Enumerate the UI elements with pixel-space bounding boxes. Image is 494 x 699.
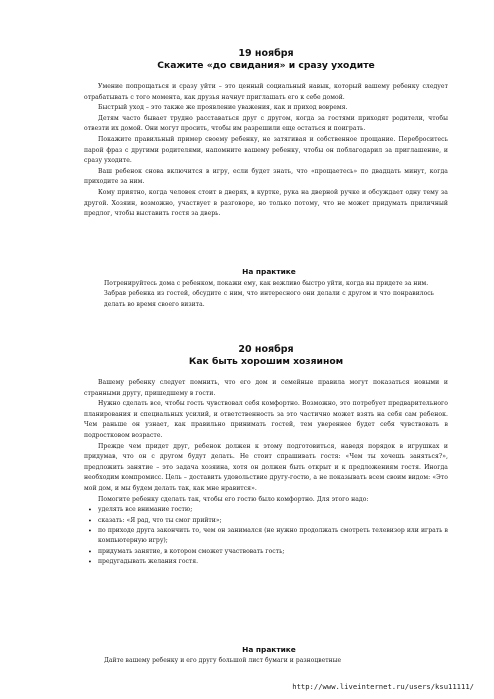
section2-title: Как быть хорошим хозяином (188, 356, 344, 367)
list-item: • уделять все внимание гостю; (88, 506, 193, 515)
footer-url: http://www.liveinternet.ru/users/ksu11111/ (292, 682, 474, 691)
practice-line: Забрав ребенка из гостей, обсудите с ним, что интересного они делали с другом и что понравилось делать во время своего визита. (104, 290, 434, 308)
section2-body (84, 378, 448, 568)
paragraph: Быстрый уход – это также же проявление уважения, как и приход вовремя. (98, 104, 348, 112)
section1-practice (104, 266, 434, 310)
section1-title: Скажите «до свидания» и сразу уходите (157, 60, 375, 71)
bullet-icon: • (88, 547, 92, 556)
section1-body (84, 82, 448, 220)
section1-date: 19 ноября (238, 48, 294, 59)
bullet-list (84, 505, 448, 567)
paragraph: Ваш ребенок снова включится в игру, если будет знать, что «прощаетесь» по двадцать минут, когда приходите за ним. (84, 167, 448, 186)
list-item: • предугадывать желания гостя. (88, 558, 199, 567)
paragraph: Кому приятно, когда человек стоит в дверях, в куртке, рука на дверной ручке и обсуждает одну тему за другой. Хозяин, возможно, участвует в разговоре, но только потому, что не может придумать приличный предлог, чтобы выставить гостя за дверь. (84, 188, 448, 218)
paragraph: Прежде чем придет друг, ребенок должен к этому подготовиться, наведя порядок в игрушках и придумав, что он с другом будут делать. Не стоит спрашивать гостя: «Чем ты хочешь заняться?», предложить занятие – это задача хозяина, хотя он должен быть открыт и к предложениям гостя. Иногда необходим компромисс. Цель – доставить удовольствие другу-гостю, а не показывать всем своим видом: «Это мой дом, и мы будем делать так, как мне нравится». (84, 442, 448, 492)
practice-line: Потренируйтесь дома с ребенком, покажи ему, как вежливо быстро уйти, когда вы придете за ним. (104, 280, 429, 287)
paragraph: Покажите правильный пример своему ребенку, не затягивая и собственное прощание. Переброситесь парой фраз с другими родителями, напомните вашему ребенку, чтобы он поблагодарил за приглашение, и сразу уходите. (84, 135, 448, 165)
section2-practice (104, 644, 434, 666)
paragraph: Помогите ребенку сделать так, чтобы его гостю было комфортно. Для этого надо: (98, 495, 369, 503)
bullet-icon: • (88, 516, 92, 525)
list-item: • сказать: «Я рад, что ты смог прийти»; (88, 516, 222, 525)
paragraph: Детям часто бывает трудно расставаться друг с другом, когда за гостями приходят родители, чтобы отвезти их домой. Они могут просить, чтобы им разрешили еще остаться и поиграть. (84, 114, 448, 133)
list-item: • по приходе друга закончить то, чем он занимался (не нужно продолжать смотреть телевизор или играть в компьютерную игру); (88, 526, 448, 545)
section2-date: 20 ноября (238, 344, 294, 355)
section2-header (84, 344, 448, 368)
list-item: • придумать занятие, в котором сможет участвовать гость; (88, 547, 285, 556)
practice-line: Дайте вашему ребенку и его другу большой лист бумаги и разноцветные (104, 657, 342, 664)
practice-heading: На практике (242, 645, 296, 654)
section1-header (84, 48, 448, 72)
paragraph: Умение попрощаться и сразу уйти – это ценный социальный навык, который вашему ребенку следует отрабатывать с того момента, как друзья начнут приглашать его к себе домой. (84, 83, 448, 101)
bullet-icon: • (88, 506, 92, 515)
practice-heading: На практике (242, 267, 296, 276)
paragraph: Вашему ребенку следует помнить, что его дом и семейные правила могут показаться новыми и странными другу, пришедшему в гости. (84, 379, 448, 397)
paragraph: Нужно сделать все, чтобы гость чувствовал себя комфортно. Возможно, это потребует предварительного планирования и специальных усилий, и ответственность за это частично может взять на себя сам ребенок. Чем раньше он узнает, как правильно принимать гостей, тем увереннее будет себя чувствовать в подростковом возрасте. (84, 400, 448, 439)
bullet-icon: • (88, 558, 92, 567)
bullet-icon: • (88, 526, 92, 535)
